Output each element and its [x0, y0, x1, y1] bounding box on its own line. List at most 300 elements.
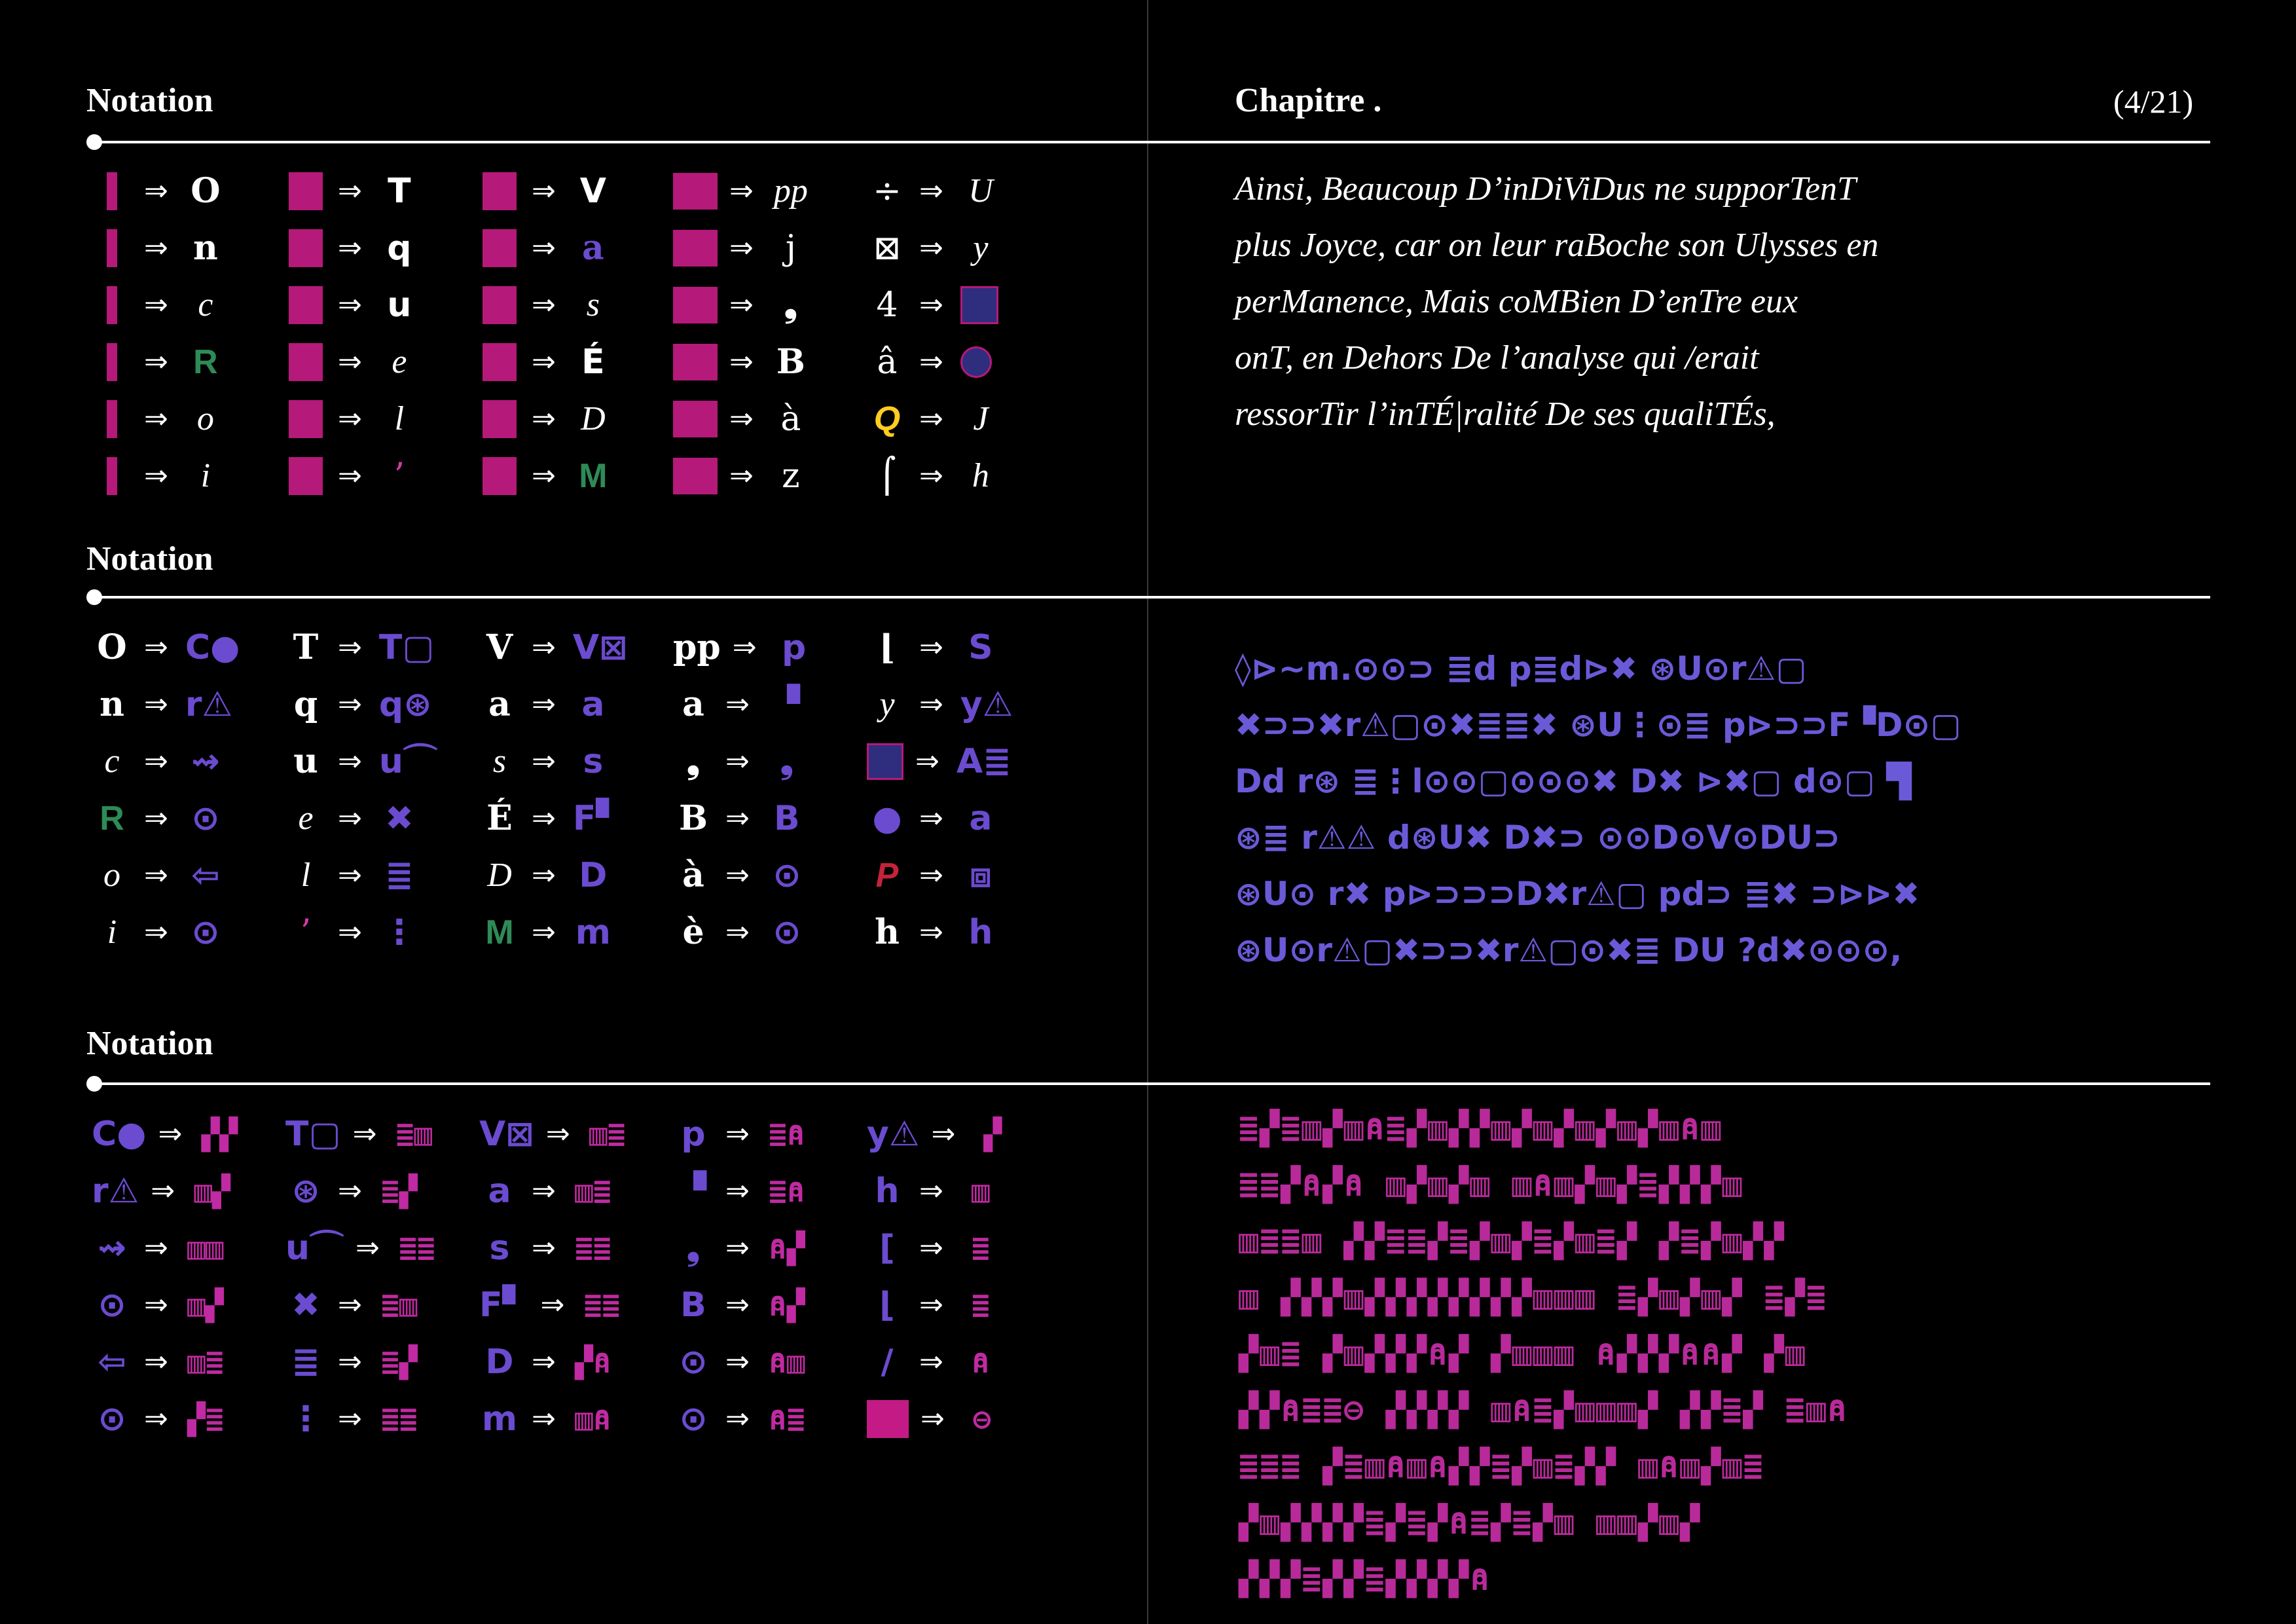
arrow-icon: ⇒	[725, 1287, 750, 1321]
target-glyph: D	[579, 855, 608, 895]
source-glyph: [	[879, 1228, 895, 1268]
arrow-icon: ⇒	[919, 344, 943, 378]
target-glyph: ⇦	[191, 855, 220, 895]
target-glyph: à	[780, 399, 801, 439]
source-glyph: T▢	[285, 1114, 341, 1154]
target-glyph: O	[191, 170, 221, 211]
notation-2-cell	[479, 619, 673, 676]
notation-2-cell	[479, 733, 673, 790]
code-glyph: ≣▞	[381, 1344, 418, 1380]
code-paragraph	[1239, 1100, 2214, 1607]
target-glyph: l	[394, 399, 405, 437]
notation-2-cell	[285, 904, 479, 961]
source-glyph: r⚠	[92, 1171, 139, 1211]
section-title-2: Notation	[86, 540, 213, 578]
code-glyph: ⍝▞	[769, 1230, 805, 1266]
source-glyph: O	[97, 627, 127, 667]
target-glyph: ⧈	[970, 855, 992, 895]
notation-3-cell	[285, 1105, 479, 1162]
arrow-icon: ⇒	[144, 687, 168, 721]
arrow-icon: ⇒	[729, 174, 754, 208]
source-block	[483, 343, 517, 381]
notation-2-cell	[867, 733, 1061, 790]
arrow-icon: ⇒	[919, 630, 943, 664]
code-glyph: ▥▞	[187, 1287, 224, 1323]
code-glyph: ≣⍝	[769, 1116, 805, 1152]
arrow-icon: ⇒	[532, 1173, 556, 1208]
source-block	[289, 400, 323, 438]
notation-3-cell	[92, 1390, 285, 1447]
notation-2-cell	[92, 847, 285, 904]
notation-2-cell	[92, 676, 285, 733]
notation-2-cell	[673, 676, 867, 733]
target-glyph: V⊠	[572, 627, 628, 667]
arrow-icon: ⇒	[919, 687, 943, 721]
notation-table-1	[92, 162, 1061, 504]
target-glyph: A≣	[956, 741, 1011, 781]
arrow-icon: ⇒	[725, 858, 750, 892]
source-glyph: T	[293, 627, 319, 667]
arrow-icon: ⇒	[729, 458, 754, 492]
source-glyph: ⌊	[879, 1285, 895, 1325]
arrow-icon: ⇒	[532, 1344, 556, 1378]
source-glyph: ⋮	[289, 1399, 323, 1439]
notation-1-cell	[673, 276, 867, 333]
source-glyph: ▝	[680, 1171, 706, 1211]
notation-1-cell	[92, 447, 285, 504]
arrow-icon: ⇒	[729, 344, 754, 378]
section-title-3: Notation	[86, 1025, 213, 1062]
arrow-icon: ⇒	[144, 458, 168, 492]
code-glyph: ≣≣	[583, 1287, 621, 1323]
source-glyph: y⚠	[867, 1114, 920, 1154]
target-glyph: q⊛	[378, 684, 432, 724]
source-glyph: n	[100, 684, 124, 724]
notation-2-cell	[479, 676, 673, 733]
arrow-icon: ⇒	[919, 1287, 943, 1321]
target-glyph: j	[785, 228, 796, 268]
target-glyph: a	[581, 684, 605, 724]
target-glyph: É	[581, 342, 605, 382]
target-glyph: B	[774, 798, 800, 838]
target-glyph: a	[582, 227, 604, 268]
source-glyph: C●	[92, 1114, 147, 1154]
source-glyph: e	[298, 799, 314, 837]
glyph-paragraph	[1235, 640, 2217, 978]
target-glyph: F▘	[572, 798, 623, 838]
arrow-icon: ⇒	[919, 401, 943, 435]
notation-1-cell	[867, 219, 1061, 276]
notation-2-cell	[867, 676, 1061, 733]
target-glyph: h	[968, 912, 993, 952]
code-line: ≣▞≣▥▞▥⍝≣▞▥▞▞▥▞▥▞▥▞▥▞▥⍝▥	[1239, 1109, 1722, 1147]
code-line: ▞▥▞▞▞▞≣▞≣▞⍝≣▞≣▞▥ ▥▥▞▥▞	[1239, 1504, 1702, 1541]
arrow-icon: ⇒	[919, 1230, 943, 1264]
arrow-icon: ⇒	[931, 1116, 956, 1151]
source-glyph: a	[682, 684, 704, 724]
chapter-rule	[1148, 141, 2210, 143]
target-glyph: ⋮	[382, 912, 416, 952]
arrow-icon: ⇒	[338, 1287, 362, 1321]
target-glyph: z	[782, 456, 800, 496]
notation-1-cell	[479, 162, 673, 219]
target-glyph: D	[581, 399, 606, 437]
code-glyph: ▞≣	[187, 1401, 224, 1437]
arrow-icon: ⇒	[725, 1230, 750, 1264]
arrow-icon: ⇒	[532, 744, 556, 778]
notation-1-cell	[92, 276, 285, 333]
arrow-icon: ⇒	[338, 401, 362, 435]
code-glyph: ≣⍝	[769, 1173, 805, 1209]
source-block	[483, 229, 517, 267]
source-glyph: â	[877, 342, 898, 382]
notation-3-cell	[285, 1276, 479, 1333]
notation-2-cell	[479, 904, 673, 961]
source-glyph: B	[680, 1285, 706, 1325]
notation-3-cell	[92, 1333, 285, 1390]
source-block	[107, 172, 117, 210]
source-glyph: pp	[673, 627, 721, 667]
source-block	[673, 458, 718, 494]
arrow-icon: ⇒	[919, 174, 943, 208]
notation-2-cell	[92, 619, 285, 676]
notation-1-cell	[479, 219, 673, 276]
glyph-line: Dd r⊛ ≣⋮l⊙⊙▢⊙⊙⊙✖ D✖ ⊳✖▢ d⊙▢ ▜	[1235, 762, 1912, 800]
notation-3-cell	[867, 1276, 1061, 1333]
source-block	[673, 230, 718, 267]
code-line: ▞▞▞≣▞▞≣▞▞▞▞⍝	[1239, 1560, 1491, 1598]
notation-2-cell	[867, 790, 1061, 847]
notation-3-cell	[92, 1105, 285, 1162]
notation-1-cell	[867, 162, 1061, 219]
arrow-icon: ⇒	[532, 344, 556, 378]
notation-3-cell	[479, 1333, 673, 1390]
notation-3-cell	[673, 1390, 867, 1447]
code-line: ▥≣≣▥ ▞▞≣≣▞≣▞▥▞≣▞▥≣▞ ▞≣▞▥▞▞	[1239, 1222, 1785, 1260]
arrow-icon: ⇒	[919, 231, 943, 265]
target-glyph: C●	[185, 627, 240, 667]
source-glyph: ⊙	[98, 1399, 126, 1439]
notation-3-cell	[92, 1276, 285, 1333]
notation-3-cell	[285, 1162, 479, 1219]
target-glyph: y	[973, 229, 989, 267]
source-glyph: o	[103, 856, 120, 894]
section-rule-1	[92, 141, 1148, 143]
arrow-icon: ⇒	[725, 687, 750, 721]
notation-2-cell	[92, 790, 285, 847]
arrow-icon: ⇒	[144, 1230, 168, 1264]
arrow-icon: ⇒	[355, 1230, 380, 1264]
target-glyph: m	[575, 912, 611, 952]
target-glyph: c	[198, 286, 213, 323]
notation-1-cell	[285, 162, 479, 219]
notation-2-cell	[92, 733, 285, 790]
source-glyph: F▘	[479, 1285, 529, 1325]
notation-1-cell	[673, 219, 867, 276]
arrow-icon: ⇒	[338, 287, 362, 322]
target-glyph: ≣	[385, 855, 414, 895]
target-glyph: y⚠	[960, 684, 1013, 724]
arrow-icon: ⇒	[725, 1116, 750, 1151]
code-glyph: ▞▞	[201, 1116, 238, 1152]
paragraph-line: perManence, Mais coMBien D’enTre eux	[1235, 283, 1798, 320]
source-glyph: Q	[873, 399, 901, 438]
notation-1-cell	[673, 390, 867, 447]
notation-2-cell	[285, 847, 479, 904]
source-glyph: B	[679, 798, 708, 838]
notation-3-cell	[479, 1162, 673, 1219]
arrow-icon: ⇒	[532, 1230, 556, 1264]
arrow-icon: ⇒	[532, 630, 556, 664]
source-glyph: É	[486, 798, 513, 838]
glyph-line: ✖⊃⊃✖r⚠▢⊙✖≣≣✖ ⊛U⋮⊙≣ p⊳⊃⊃F▝D⊙▢	[1235, 706, 1961, 744]
arrow-icon: ⇒	[532, 801, 556, 835]
notation-1-cell	[867, 447, 1061, 504]
notation-2-cell	[285, 619, 479, 676]
notation-2-cell	[479, 790, 673, 847]
source-block	[673, 173, 718, 210]
source-block	[673, 344, 718, 380]
target-glyph: R	[193, 342, 218, 381]
arrow-icon: ⇒	[144, 915, 168, 949]
arrow-icon: ⇒	[158, 1116, 183, 1151]
target-glyph: V	[579, 171, 606, 211]
arrow-icon: ⇒	[919, 858, 943, 892]
target-glyph: T	[388, 171, 411, 211]
target-glyph: i	[200, 456, 211, 494]
code-glyph: ▥▥	[187, 1230, 224, 1266]
arrow-icon: ⇒	[338, 1401, 362, 1435]
source-glyph: ❟	[686, 1228, 701, 1268]
notation-1-cell	[285, 276, 479, 333]
code-glyph: ⍝	[972, 1344, 990, 1380]
arrow-icon: ⇒	[352, 1116, 377, 1151]
notation-table-2	[92, 619, 1061, 961]
target-glyph: pp	[773, 172, 808, 210]
notation-3-cell	[479, 1105, 673, 1162]
notation-3-cell	[867, 1105, 1061, 1162]
arrow-icon: ⇒	[338, 1344, 362, 1378]
notation-3-cell	[867, 1390, 1061, 1447]
code-glyph: ≣≣	[381, 1401, 418, 1437]
code-glyph: ⍝▥	[769, 1344, 805, 1380]
code-line: ▞▞⍝≣≣⊖ ▞▞▞▞ ▥⍝≣▞▥▥▥▞ ▞▞≣▞ ≣▥⍝	[1239, 1391, 1848, 1429]
source-glyph: q	[293, 684, 318, 724]
arrow-icon: ⇒	[338, 630, 362, 664]
notation-2-cell	[285, 790, 479, 847]
arrow-icon: ⇒	[144, 858, 168, 892]
notation-2-cell	[673, 733, 867, 790]
notation-3-cell	[92, 1162, 285, 1219]
target-glyph: s	[583, 741, 604, 781]
notation-1-cell	[673, 162, 867, 219]
arrow-icon: ⇒	[532, 915, 556, 949]
paragraph-line: ressorTir l’inTÉ|ralité De ses qualiTÉs,	[1235, 396, 1776, 433]
arrow-icon: ⇒	[338, 858, 362, 892]
arrow-icon: ⇒	[338, 174, 362, 208]
target-square	[960, 286, 998, 324]
glyph-line: ⊛U⊙ r✖ p⊳⊃⊃⊃D✖r⚠▢ pd⊃ ≣✖ ⊃⊳⊳✖	[1235, 875, 1920, 913]
code-line: ▞▥≣ ▞▥▞▞▞⍝▞ ▞▥▥▥ ⍝▞▞▞⍝⍝▞ ▞▥	[1239, 1335, 1806, 1373]
code-glyph: ▥≣	[575, 1173, 611, 1209]
arrow-icon: ⇒	[725, 1173, 750, 1208]
source-glyph: a	[488, 1171, 511, 1211]
arrow-icon: ⇒	[532, 287, 556, 322]
target-glyph: h	[972, 456, 989, 494]
paragraph-line: plus Joyce, car on leur raBoche son Ulysses en	[1235, 227, 1879, 264]
code-glyph: ▞	[983, 1116, 1002, 1152]
notation-table-3	[92, 1105, 1061, 1447]
arrow-icon: ⇒	[919, 915, 943, 949]
source-block	[289, 457, 323, 495]
target-glyph: ⇝	[191, 741, 220, 781]
arrow-icon: ⇒	[338, 801, 362, 835]
source-block	[483, 457, 517, 495]
arrow-icon: ⇒	[919, 1344, 943, 1378]
arrow-icon: ⇒	[144, 1287, 168, 1321]
source-block	[289, 343, 323, 381]
target-glyph: B	[776, 341, 805, 382]
arrow-icon: ⇒	[151, 1173, 175, 1208]
arrow-icon: ⇒	[144, 630, 168, 664]
code-glyph: ▥▞	[194, 1173, 230, 1209]
arrow-icon: ⇒	[338, 687, 362, 721]
source-glyph: ⊠	[873, 228, 902, 268]
notation-3-cell	[285, 1333, 479, 1390]
target-glyph: o	[196, 399, 214, 437]
source-glyph: V	[486, 627, 513, 667]
source-glyph: è	[682, 912, 704, 952]
source-glyph: ⇝	[98, 1228, 126, 1268]
source-square	[867, 743, 903, 780]
target-glyph: e	[392, 342, 407, 380]
arrow-icon: ⇒	[729, 231, 754, 265]
source-glyph: ✖	[291, 1285, 320, 1325]
notation-1-cell	[673, 447, 867, 504]
notation-1-cell	[285, 447, 479, 504]
target-glyph: S	[968, 627, 993, 667]
notation-1-cell	[285, 390, 479, 447]
source-glyph: i	[107, 913, 117, 951]
target-glyph: ❟	[784, 284, 798, 325]
notation-1-cell	[285, 333, 479, 390]
notation-2-cell	[673, 619, 867, 676]
source-glyph: h	[875, 1171, 900, 1211]
arrow-icon: ⇒	[919, 1173, 943, 1208]
source-glyph: P	[875, 856, 899, 895]
arrow-icon: ⇒	[338, 915, 362, 949]
arrow-icon: ⇒	[144, 344, 168, 378]
source-glyph: s	[492, 742, 507, 780]
arrow-icon: ⇒	[915, 744, 939, 778]
notation-2-cell	[285, 733, 479, 790]
arrow-icon: ⇒	[532, 858, 556, 892]
notation-1-cell	[867, 276, 1061, 333]
source-glyph: p	[681, 1114, 706, 1154]
code-glyph: ≣	[972, 1230, 990, 1266]
arrow-icon: ⇒	[725, 1401, 750, 1435]
code-glyph: ⊖	[973, 1401, 991, 1437]
notation-1-cell	[479, 333, 673, 390]
source-glyph: ≣	[291, 1342, 320, 1382]
section-rule-2	[92, 596, 2210, 599]
source-glyph: h	[875, 912, 900, 952]
notation-3-cell	[673, 1333, 867, 1390]
source-pink-square	[867, 1400, 909, 1438]
arrow-icon: ⇒	[144, 174, 168, 208]
source-glyph: ⊙	[98, 1285, 126, 1325]
section-title-1: Notation	[86, 82, 213, 119]
target-glyph: ❟	[780, 741, 794, 781]
code-line: ≣≣▞⍝▞⍝ ▥▞▥▞▥ ▥⍝▥▞▥▞≣▞▞▞▥	[1239, 1166, 1743, 1204]
arrow-icon: ⇒	[144, 801, 168, 835]
arrow-icon: ⇒	[725, 801, 750, 835]
glyph-line: ⊛≣ r⚠⚠ d⊛U✖ D✖⊃ ⊙⊙D⊙V⊙DU⊃	[1235, 819, 1840, 857]
notation-3-cell	[673, 1162, 867, 1219]
arrow-icon: ⇒	[144, 287, 168, 322]
arrow-icon: ⇒	[540, 1287, 565, 1321]
target-circle	[960, 346, 992, 378]
notation-1-cell	[92, 162, 285, 219]
book-spine	[1147, 0, 1148, 1624]
source-glyph: M	[485, 913, 514, 951]
target-glyph: s	[586, 286, 600, 323]
arrow-icon: ⇒	[338, 1173, 362, 1208]
code-glyph: ≣▥	[381, 1287, 418, 1323]
arrow-icon: ⇒	[338, 458, 362, 492]
arrow-icon: ⇒	[338, 231, 362, 265]
arrow-icon: ⇒	[725, 1344, 750, 1378]
target-glyph: ⊙	[773, 912, 801, 952]
notation-2-cell	[673, 847, 867, 904]
code-glyph: ▥	[972, 1173, 990, 1209]
source-glyph: à	[682, 855, 704, 895]
arrow-icon: ⇒	[338, 344, 362, 378]
source-glyph: D	[485, 1342, 514, 1382]
page-number: (4/21)	[2113, 83, 2194, 120]
target-glyph: q	[387, 228, 412, 268]
source-glyph: u⌒	[285, 1228, 344, 1268]
source-glyph: ⌠	[878, 456, 896, 496]
target-glyph: p	[781, 627, 807, 667]
code-glyph: ▥≣	[187, 1344, 224, 1380]
notation-1-cell	[867, 390, 1061, 447]
arrow-icon: ⇒	[725, 744, 750, 778]
notation-2-cell	[867, 619, 1061, 676]
arrow-icon: ⇒	[532, 687, 556, 721]
notation-1-cell	[92, 219, 285, 276]
target-glyph: u	[387, 285, 412, 325]
code-glyph: ▥≣	[589, 1116, 626, 1152]
notation-3-cell	[479, 1219, 673, 1276]
source-block	[483, 286, 517, 324]
notation-1-cell	[673, 333, 867, 390]
source-block	[289, 286, 323, 324]
source-glyph: 4	[876, 285, 898, 325]
source-block	[673, 287, 718, 323]
notation-3-cell	[673, 1276, 867, 1333]
glyph-line: ◊⊳~m.⊙⊙⊃ ≣d p≣d⊳✖ ⊛U⊙r⚠▢	[1235, 650, 1807, 688]
source-glyph: ’	[300, 912, 312, 952]
target-glyph: M	[579, 456, 608, 495]
source-glyph: ÷	[873, 171, 902, 211]
source-glyph: ⊛	[291, 1171, 320, 1211]
paragraph-line: Ainsi, Beaucoup D’inDiViDus ne supporTenT	[1235, 170, 1856, 208]
notation-1-cell	[479, 276, 673, 333]
notation-2-cell	[673, 904, 867, 961]
notation-3-cell	[285, 1390, 479, 1447]
arrow-icon: ⇒	[920, 1401, 945, 1435]
